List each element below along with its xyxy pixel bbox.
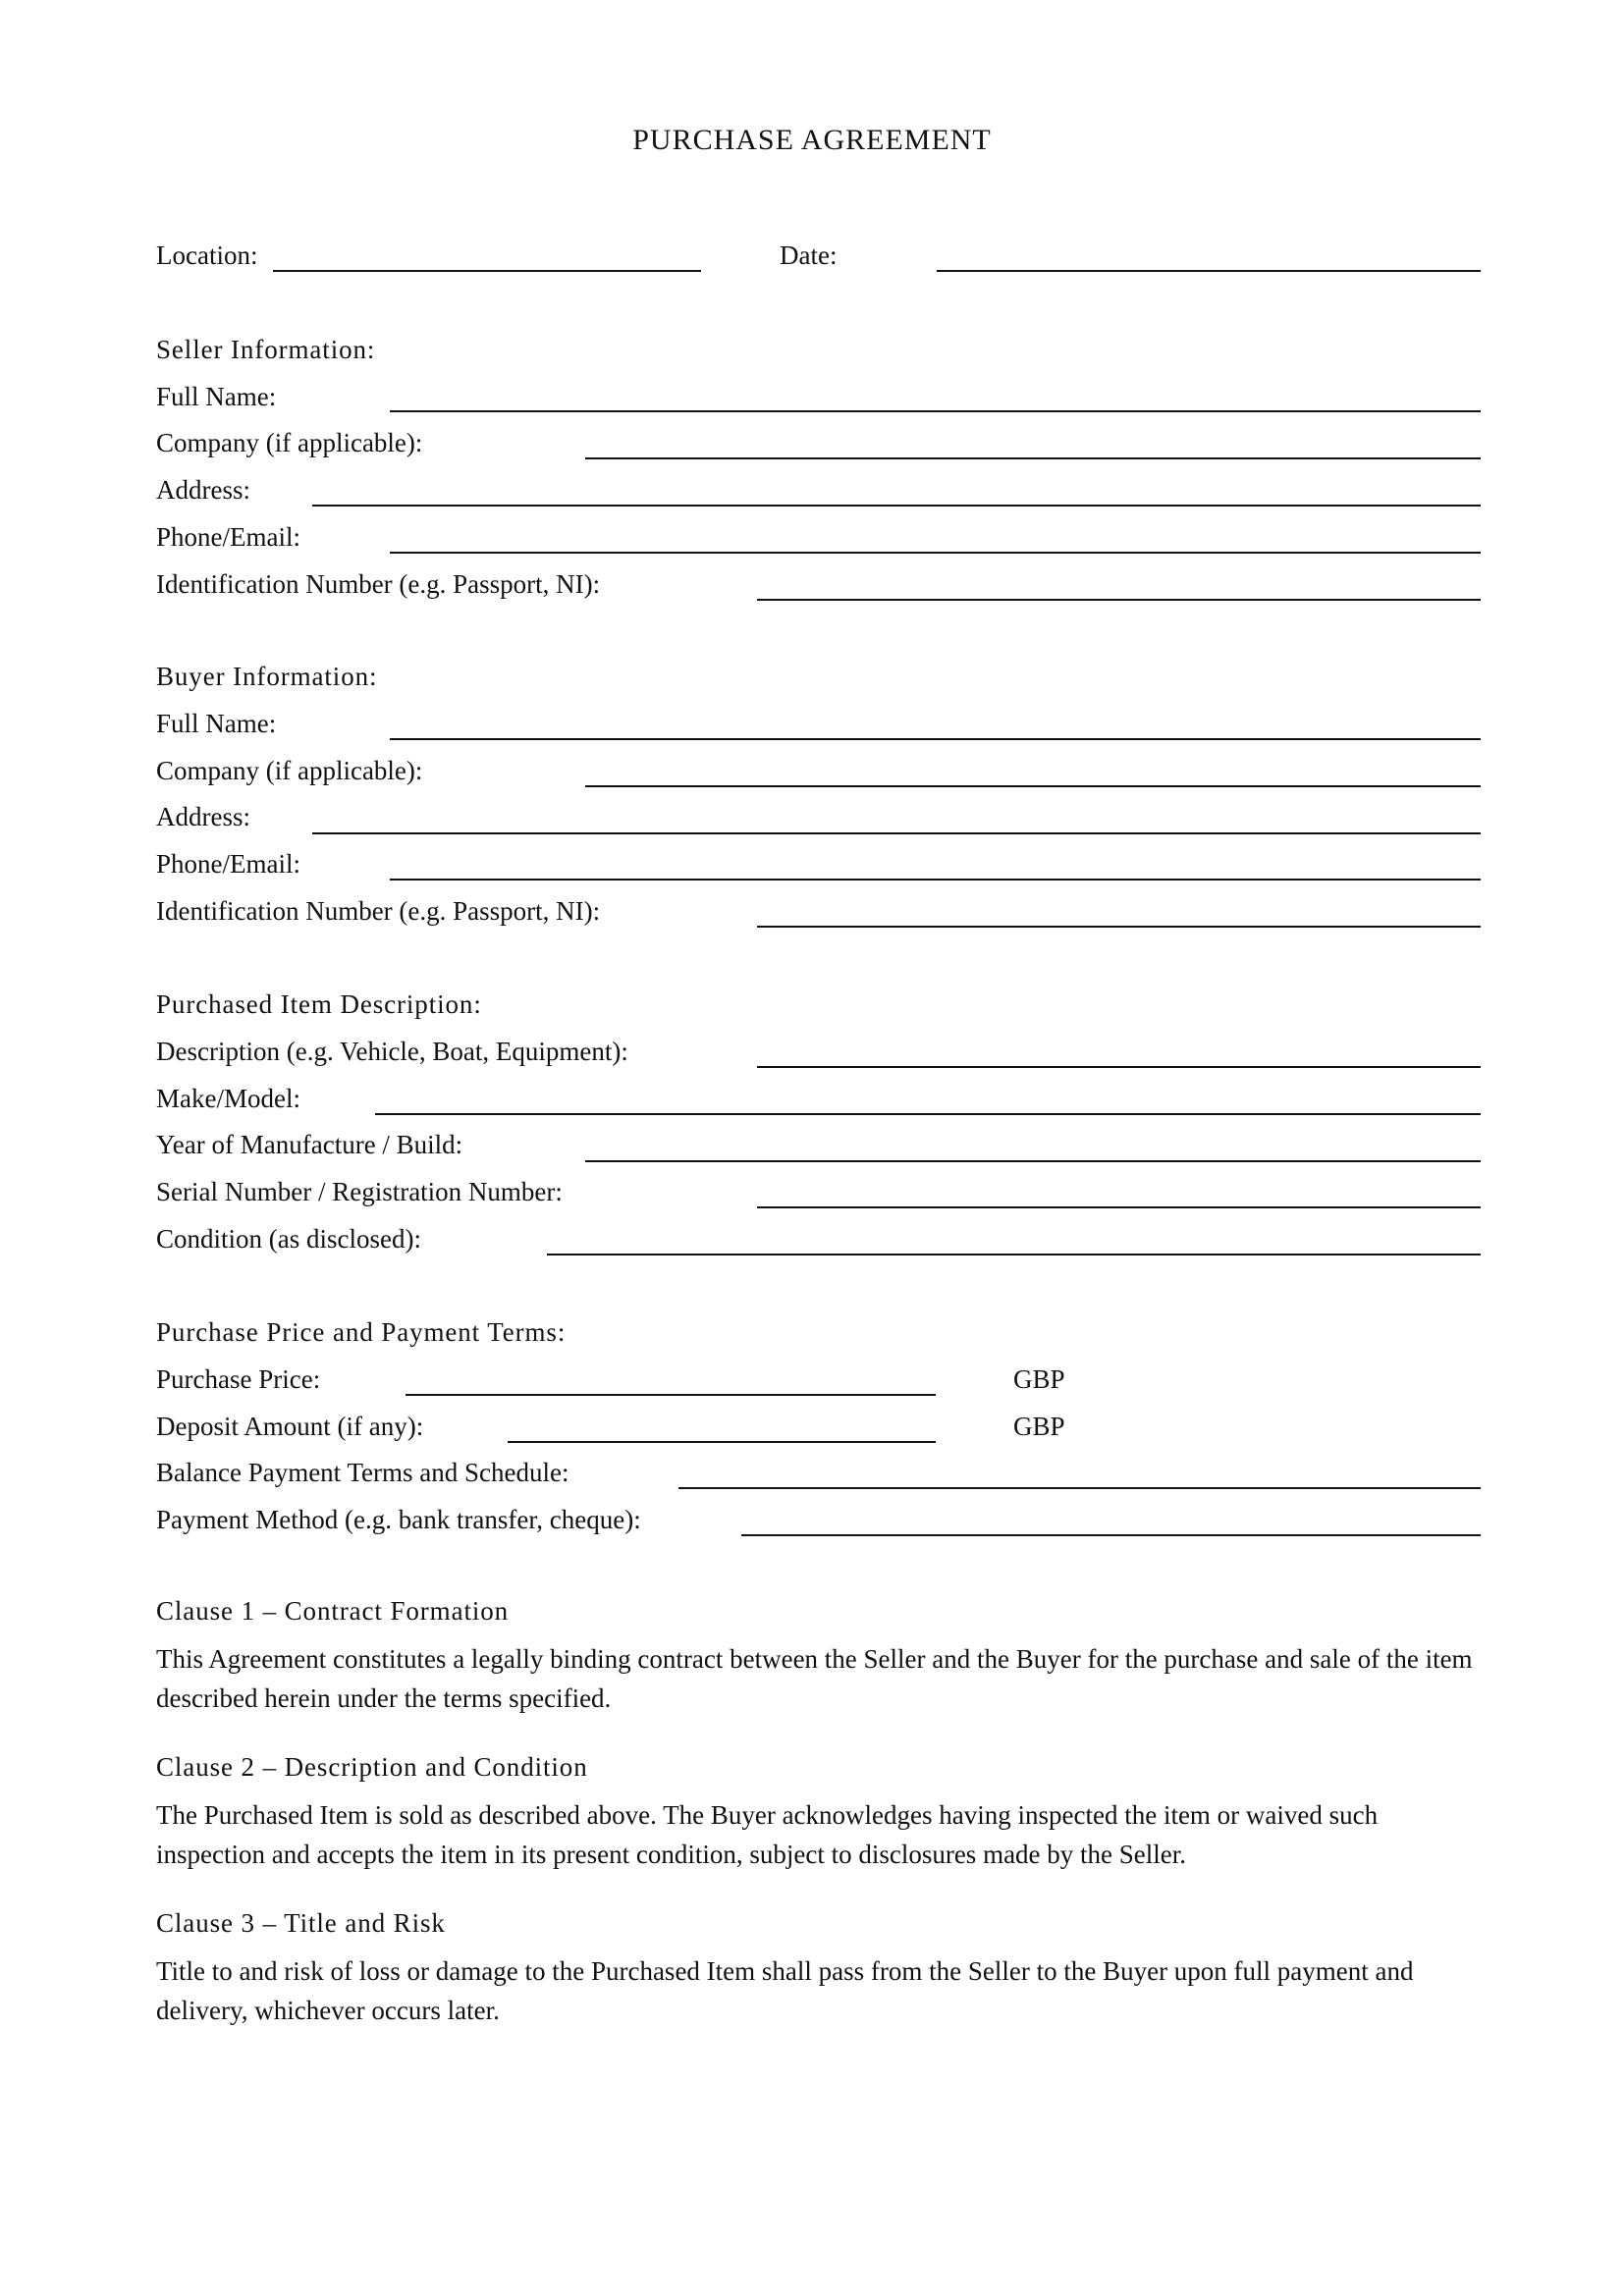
item-year-field[interactable]	[585, 1160, 1481, 1162]
item-serial-label: Serial Number / Registration Number:	[156, 1177, 563, 1206]
item-serial-field[interactable]	[757, 1206, 1481, 1208]
seller-section-heading: Seller Information:	[156, 335, 376, 364]
payment-method-label: Payment Method (e.g. bank transfer, cheque):	[156, 1505, 641, 1534]
seller-address-label: Address:	[156, 475, 250, 505]
balance-terms-label: Balance Payment Terms and Schedule:	[156, 1458, 569, 1487]
payment-method-field[interactable]	[741, 1534, 1481, 1536]
buyer-id-number-label: Identification Number (e.g. Passport, NI):	[156, 896, 601, 926]
purchase-price-currency: GBP	[1013, 1364, 1065, 1394]
item-condition-label: Condition (as disclosed):	[156, 1224, 421, 1254]
buyer-section-heading: Buyer Information:	[156, 662, 378, 691]
deposit-amount-field[interactable]	[508, 1441, 936, 1443]
item-year-label: Year of Manufacture / Build:	[156, 1130, 463, 1159]
purchase-price-field[interactable]	[406, 1394, 936, 1396]
clause-1-heading: Clause 1 – Contract Formation	[156, 1596, 510, 1626]
clause-3-heading: Clause 3 – Title and Risk	[156, 1908, 446, 1938]
clause-1-text: This Agreement constitutes a legally binding contract between the Seller and the Buyer for the purchase and sale of the item described herein under the terms specified.	[156, 1644, 1473, 1713]
clause-3-text: Title to and risk of loss or damage to the Purchased Item shall pass from the Seller to the Buyer upon full payment and delivery, whichever occurs later.	[156, 1956, 1414, 2025]
buyer-phone-email-field[interactable]	[390, 879, 1481, 881]
clause-2-heading: Clause 2 – Description and Condition	[156, 1752, 588, 1782]
buyer-full-name-label: Full Name:	[156, 709, 277, 738]
deposit-amount-currency: GBP	[1013, 1412, 1065, 1441]
seller-full-name-field[interactable]	[390, 410, 1481, 412]
date-field[interactable]	[937, 270, 1481, 272]
item-description-field[interactable]	[757, 1066, 1481, 1068]
buyer-id-number-field[interactable]	[757, 926, 1481, 928]
seller-phone-email-label: Phone/Email:	[156, 522, 300, 552]
date-label: Date:	[780, 240, 838, 270]
buyer-company-field[interactable]	[585, 785, 1481, 787]
buyer-full-name-field[interactable]	[390, 738, 1481, 740]
location-field[interactable]	[273, 270, 701, 272]
item-make-model-label: Make/Model:	[156, 1084, 300, 1113]
deposit-amount-label: Deposit Amount (if any):	[156, 1412, 424, 1441]
item-section-heading: Purchased Item Description:	[156, 989, 482, 1019]
seller-company-field[interactable]	[585, 457, 1481, 459]
item-make-model-field[interactable]	[375, 1113, 1481, 1115]
buyer-company-label: Company (if applicable):	[156, 756, 423, 785]
location-label: Location:	[156, 240, 258, 270]
seller-id-number-field[interactable]	[757, 599, 1481, 601]
price-section-heading: Purchase Price and Payment Terms:	[156, 1317, 567, 1347]
purchase-price-label: Purchase Price:	[156, 1364, 321, 1394]
document-title: PURCHASE AGREEMENT	[632, 124, 992, 156]
buyer-address-label: Address:	[156, 802, 250, 831]
seller-address-field[interactable]	[312, 505, 1481, 507]
item-description-label: Description (e.g. Vehicle, Boat, Equipment):	[156, 1037, 628, 1066]
seller-id-number-label: Identification Number (e.g. Passport, NI):	[156, 569, 601, 599]
seller-company-label: Company (if applicable):	[156, 428, 423, 457]
seller-full-name-label: Full Name:	[156, 382, 277, 411]
buyer-phone-email-label: Phone/Email:	[156, 849, 300, 879]
seller-phone-email-field[interactable]	[390, 552, 1481, 554]
clause-2-text: The Purchased Item is sold as described above. The Buyer acknowledges having inspected the item or waived such inspection and accepts the item in its present condition, subject to disclosures made by the Seller.	[156, 1800, 1379, 1869]
item-condition-field[interactable]	[547, 1254, 1481, 1255]
balance-terms-field[interactable]	[678, 1487, 1481, 1489]
buyer-address-field[interactable]	[312, 832, 1481, 834]
